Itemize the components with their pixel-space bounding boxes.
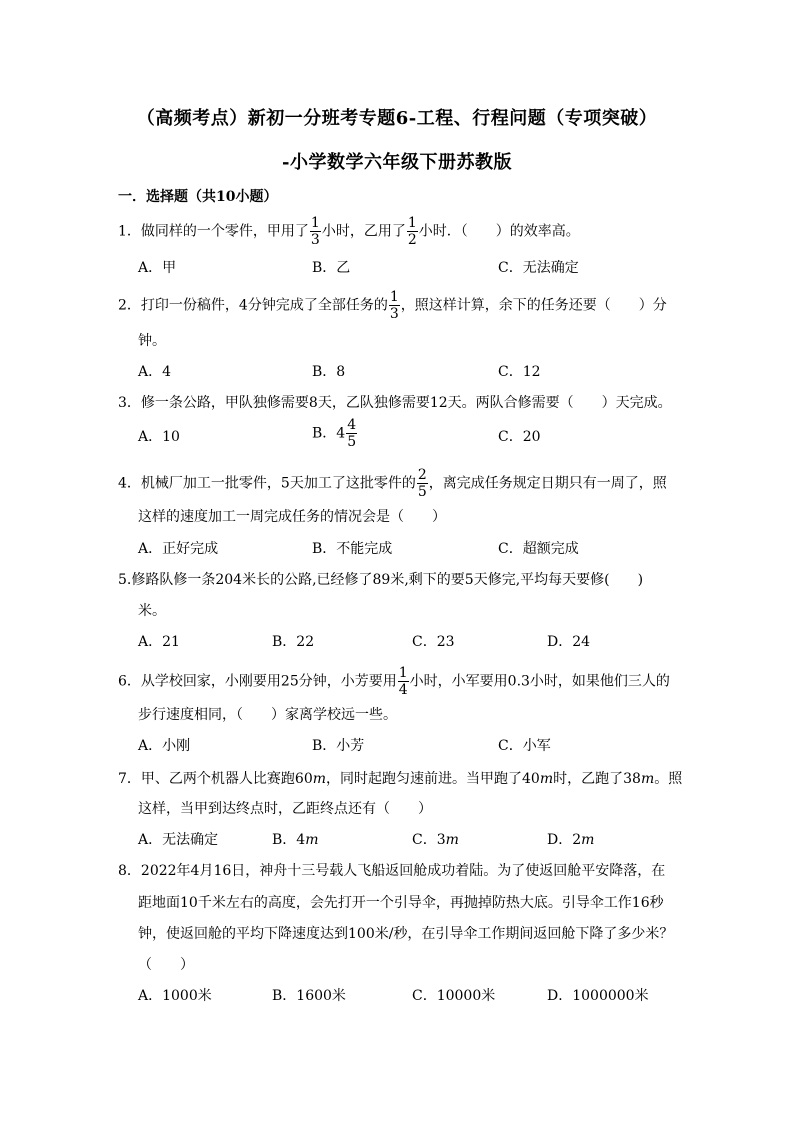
fraction [389, 290, 400, 321]
option-c: C．10000米 [412, 988, 496, 1004]
option-b [312, 418, 358, 449]
option-b: B．22 [272, 634, 315, 650]
option-b: B．乙 [312, 260, 351, 276]
document-title: （高频考点）新初一分班考专题6-工程、行程问题（专项突破） [136, 108, 658, 129]
option-d: D．1000000米 [547, 988, 649, 1004]
question-3: 3．修一条公路，甲队独修需要8天，乙队独修需要12天。两队合修需要（ ）天完成。 [118, 395, 672, 411]
option-d: D．24 [547, 634, 591, 650]
numerator: 4 [347, 417, 357, 433]
question-2-continued: 钟。 [138, 333, 166, 349]
question-4-continued: 这样的速度加工一周完成任务的情况会是（ ） [138, 509, 446, 525]
option-c: C．小军 [498, 738, 551, 754]
option-c: C．23 [412, 634, 455, 650]
question-1 [118, 216, 580, 247]
option-c: C．12 [498, 364, 541, 380]
option-label: C．3 [412, 832, 446, 848]
option-a: A．4 [138, 364, 172, 380]
option-c: C．超额完成 [498, 541, 579, 557]
question-text: ，照这样计算，余下的任务还要（ ）分 [400, 297, 667, 314]
option-label: B．4 [272, 832, 306, 848]
fraction [310, 216, 321, 247]
option-b: B．小芳 [312, 738, 365, 754]
question-8-line-3: 钟，使返回舱的平均下降速度达到100米/秒，在引导伞工作期间返回舱下降了多少米？ [138, 926, 674, 942]
question-8: 8．2022年4月16日，神舟十三号载人飞船返回舱成功着陆。为了使返回舱平安降落，在 [118, 863, 666, 879]
unit: m [312, 771, 327, 787]
question-4 [118, 468, 667, 499]
question-text: 4．机械厂加工一批零件，5天加工了这批零件的 [118, 475, 416, 492]
unit: m [539, 771, 554, 787]
option-a: A．无法确定 [138, 832, 219, 848]
denominator: 3 [389, 306, 399, 322]
option-a: A．1000米 [138, 988, 212, 1004]
fraction [346, 418, 357, 449]
option-label: D．2 [547, 832, 582, 848]
question-2 [118, 290, 667, 321]
option-b: B．8 [312, 364, 346, 380]
question-5: 5.修路队修一条204米长的公路,已经修了89米,剩下的要5天修完,平均每天要修( ) [118, 572, 644, 588]
numerator: 1 [389, 289, 399, 305]
question-6 [118, 666, 670, 697]
unit: m [640, 771, 655, 787]
fraction [417, 468, 428, 499]
option-d [547, 830, 594, 850]
option-c: C．20 [498, 429, 541, 445]
option-c: C．无法确定 [498, 260, 579, 276]
question-text: 6．从学校回家，小刚要用25分钟，小芳要用 [118, 673, 397, 690]
question-7 [118, 769, 682, 789]
option-a: A．小刚 [138, 738, 191, 754]
question-8-line-4: （ ） [138, 957, 194, 973]
question-text: 1．做同样的一个零件，甲用了 [118, 223, 309, 240]
question-text: 小时．（ ）的效率高。 [418, 223, 580, 240]
question-text: 小时，小军要用0.3小时，如果他们三人的 [409, 673, 670, 690]
option-c [412, 830, 459, 850]
question-8-line-2: 距地面10千米左右的高度，会先打开一个引导伞，再抛掉防热大底。引导伞工作16秒 [138, 895, 664, 911]
question-text: 。照 [654, 771, 683, 787]
numerator: 1 [407, 215, 417, 231]
option-a: A．正好完成 [138, 541, 219, 557]
section-heading: 一．选择题（共10小题） [118, 189, 278, 205]
question-text: 时，乙跑了38 [553, 771, 641, 787]
question-5-continued: 米。 [138, 603, 166, 619]
denominator: 2 [407, 232, 417, 248]
question-text: 2．打印一份稿件，4分钟完成了全部任务的 [118, 297, 388, 314]
option-b: B．不能完成 [312, 541, 393, 557]
numerator: 1 [310, 215, 320, 231]
unit: m [305, 832, 319, 848]
question-text: 小时，乙用了 [321, 223, 406, 240]
option-b-label: B．4 [312, 425, 346, 442]
unit: m [581, 832, 595, 848]
question-7-continued: 这样，当甲到达终点时，乙距终点还有（ ） [138, 801, 432, 817]
denominator: 5 [347, 434, 357, 450]
numerator: 1 [398, 665, 408, 681]
fraction [407, 216, 418, 247]
numerator: 2 [417, 467, 427, 483]
option-a: A．21 [138, 634, 180, 650]
document-subtitle: -小学数学六年级下册苏教版 [282, 152, 512, 173]
fraction [398, 666, 409, 697]
question-text: 7．甲、乙两个机器人比赛跑60 [118, 771, 313, 787]
option-b: B．1600米 [272, 988, 346, 1004]
denominator: 5 [417, 484, 427, 500]
denominator: 4 [398, 682, 408, 698]
option-b [272, 830, 318, 850]
option-a: A．10 [138, 429, 180, 445]
option-a: A．甲 [138, 260, 177, 276]
question-6-continued: 步行速度相同，（ ）家离学校远一些。 [138, 707, 397, 723]
question-text: ，同时起跑匀速前进。当甲跑了40 [326, 771, 540, 787]
unit: m [445, 832, 459, 848]
question-text: ，离完成任务规定日期只有一周了，照 [428, 475, 667, 492]
denominator: 3 [310, 232, 320, 248]
